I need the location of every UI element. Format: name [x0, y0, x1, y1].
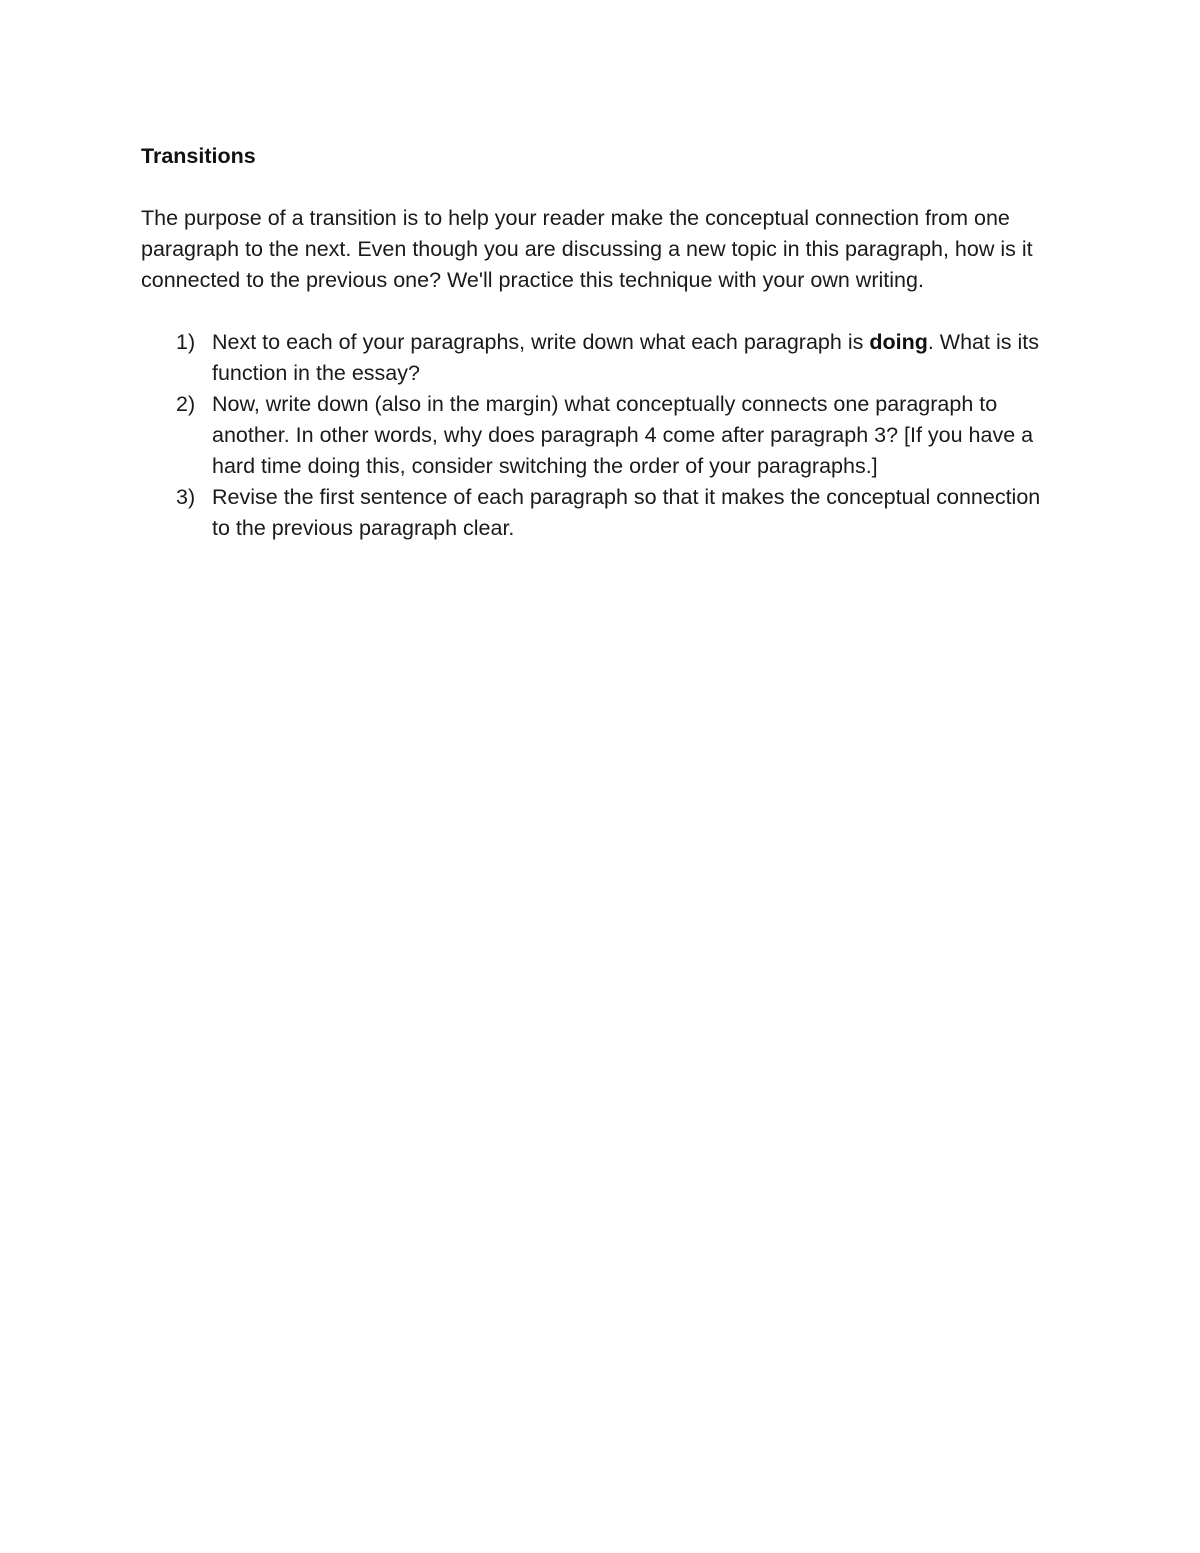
list-item-3 [141, 482, 1061, 544]
list-item-number: 3) [176, 485, 196, 509]
list-item-text [212, 330, 1039, 385]
document-title: Transitions [141, 144, 256, 168]
list-item-1 [141, 327, 1061, 389]
list-item-text-before: Next to each of your paragraphs, write down what each paragraph is [212, 330, 870, 354]
document-body [141, 141, 1061, 544]
list-item-2 [141, 389, 1061, 482]
list-item-number: 1) [176, 330, 196, 354]
intro-paragraph: The purpose of a transition is to help your reader make the conceptual connection from one paragraph to the next. Even though you are discussing a new topic in this paragraph, how is it connected to the previous one? We'll practice this technique with your own writing. [141, 206, 1033, 292]
list-item-text-after: . What is its function in the essay? [212, 330, 1039, 385]
list-item-number: 2) [176, 392, 196, 416]
steps-list [141, 327, 1061, 544]
list-item-text: Revise the first sentence of each paragraph so that it makes the conceptual connection to the previous paragraph clear. [212, 485, 1041, 540]
emphasis-doing: doing [869, 330, 928, 354]
list-item-text: Now, write down (also in the margin) what conceptually connects one paragraph to another. In other words, why does paragraph 4 come after paragraph 3? [If you have a hard time doing this, consider switching the order of your paragraphs.] [212, 392, 1034, 478]
